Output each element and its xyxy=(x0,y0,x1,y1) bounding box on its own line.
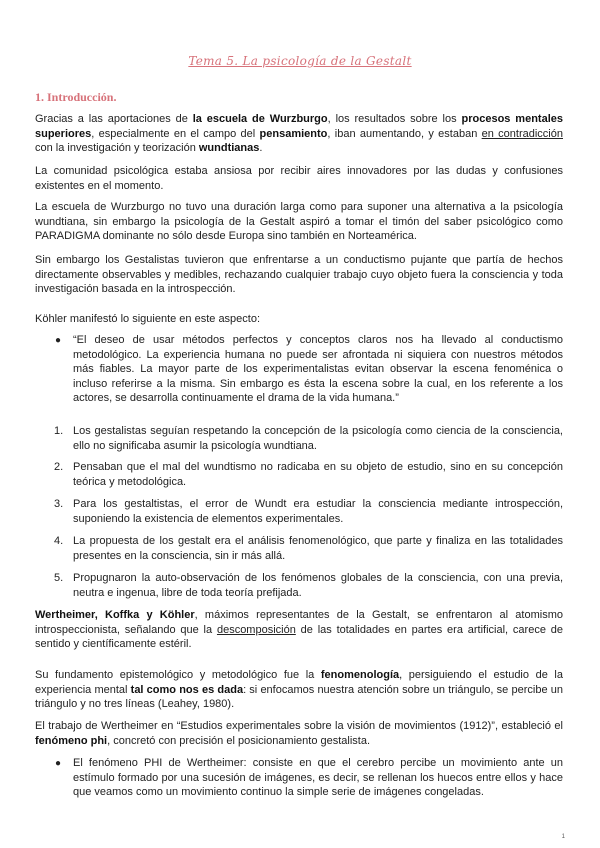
paragraph-fenomenologia: Su fundamento epistemológico y metodológico fue la fenomenología, persiguiendo el estudio de la experiencia mental tal como nos es dada: si enfocamos nuestra atención sobre un triángulo, se percibe un triángulo y no tres líneas (Leahey, 1980). xyxy=(35,669,563,711)
phi-bullet: El fenómeno PHI de Wertheimer: consiste en que el cerebro percibe un movimiento ante un estímulo formado por una sucesión de imágenes, es decir, se rellenan los huecos entre ellos y hace que veamos como un movimiento continuo la simple serie de imágenes congeladas. xyxy=(73,757,563,799)
section-heading: 1. Introducción. xyxy=(35,90,117,104)
list-number: 5. xyxy=(54,572,64,584)
list-item: Los gestalistas seguían respetando la concepción de la psicología como ciencia de la consciencia, ello no significaba asumir la psicología wundtiana. xyxy=(73,425,563,452)
list-number: 2. xyxy=(54,461,64,473)
page-title: Tema 5. La psicología de la Gestalt xyxy=(188,54,412,68)
list-item: Pensaban que el mal del wundtismo no radicaba en su objeto de estudio, sino en su concepción teórica y metodológica. xyxy=(73,461,563,488)
paragraph-conductismo: Sin embargo los Gestalistas tuvieron que enfrentarse a un conductismo pujante que partía de hechos directamente observables y medibles, rechazando cualquier trabajo cuyo objeto fuera la consciencia y toda investigación basada en la introspección. xyxy=(35,254,563,296)
kohler-quote: “El deseo de usar métodos perfectos y conceptos claros nos ha llevado al conductismo metodológico. La experiencia humana no puede ser afrontada ni siquiera con nuestros métodos más fiables. La mayor parte de los experimentalistas evitan observar la escena fenoménica o incluso referirse a la misma. Sin embargo es ésta la escena sobre la cual, en los referente a los actores, se desarrolla continuamente el drama de la vida humana.” xyxy=(73,334,563,405)
paragraph-representantes: Wertheimer, Koffka y Köhler, máximos representantes de la Gestalt, se enfrentaron al atomismo introspeccionista, señalando que la descomposición de las totalidades en partes era artificial, carece de sentido y científicamente estéril. xyxy=(35,609,563,651)
list-item: Para los gestaltistas, el error de Wundt era estudiar la consciencia mediante introspección, suponiendo la existencia de elementos experimentales. xyxy=(73,498,563,525)
list-number: 4. xyxy=(54,535,64,547)
list-number: 1. xyxy=(54,425,64,437)
list-item: Propugnaron la auto-observación de los fenómenos globales de la consciencia, con una previa, neutra e ingenua, libre de toda teoría prefijada. xyxy=(73,572,563,599)
bullet-dot: ● xyxy=(55,335,62,346)
paragraph-wurzburgo: La escuela de Wurzburgo no tuvo una duración larga como para suponer una alternativa a la psicología wundtiana, sin embargo la psicología de la Gestalt aspiró a tomar el timón del saber psicológico como PARADIGMA dominante no sólo desde Europa sino también en Norteamérica. xyxy=(35,201,563,243)
page-number: 1 xyxy=(561,834,565,840)
paragraph-wertheimer: El trabajo de Wertheimer en “Estudios experimentales sobre la visión de movimientos (1912)”, estableció el fenómeno phi, concretó con precisión el posicionamiento gestalista. xyxy=(35,720,563,747)
paragraph-intro: Gracias a las aportaciones de la escuela de Wurzburgo, los resultados sobre los procesos mentales superiores, especialmente en el campo del pensamiento, iban aumentando, y estaban en contradicción con la investigación y teorización wundtianas. xyxy=(35,113,564,155)
paragraph-kohler: Köhler manifestó lo siguiente en este aspecto: xyxy=(35,313,261,325)
paragraph-community: La comunidad psicológica estaba ansiosa por recibir aires innovadores por las dudas y confusiones existentes en el momento. xyxy=(35,165,563,192)
list-number: 3. xyxy=(54,498,64,510)
list-item: La propuesta de los gestalt era el análisis fenomenológico, que parte y finaliza en las totalidades presentes en la consciencia, sin ir más allá. xyxy=(73,535,563,562)
bullet-dot: ● xyxy=(55,758,62,769)
